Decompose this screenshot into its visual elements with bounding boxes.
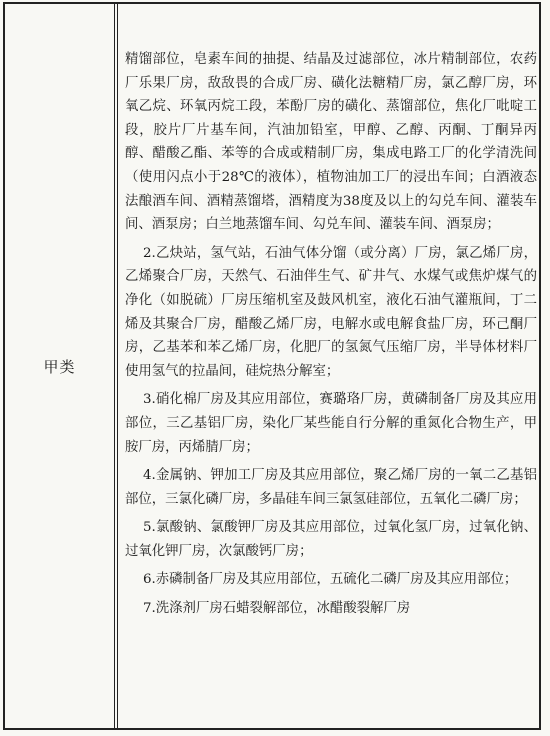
column-divider bbox=[114, 4, 115, 728]
category-cell bbox=[5, 4, 114, 728]
paragraph-1: 精馏部位，皂素车间的抽提、结晶及过滤部位，冰片精制部位，农药厂乐果厂房，敌敌畏的合成厂房、磺化法糖精厂房，氯乙醇厂房，环氧乙烷、环氧丙烷工段，苯酚厂房的磺化、蒸馏部位，焦化厂吡啶工段，胶片厂片基车间，汽油加铅室，甲醇、乙醇、丙酮、丁酮异丙醇、醋酸乙酯、苯等的合成或精制厂房，集成电路工厂的化学清洗间（使用闪点小于28℃的液体），植物油加工厂的浸出车间；白酒液态法酿酒车间、酒精蒸馏塔，酒精度为38度及以上的勾兑车间、灌装车间、酒泵房；白兰地蒸馏车间、勾兑车间、灌装车间、酒泵房； bbox=[125, 52, 537, 233]
paragraph-7: 7.洗涤剂厂房石蜡裂解部位，冰醋酸裂解厂房 bbox=[143, 601, 411, 617]
paragraph-2: 2.乙炔站，氢气站，石油气体分馏（或分离）厂房，氯乙烯厂房，乙烯聚合厂房，天然气、石油伴生气、矿井气、水煤气或焦炉煤气的净化（如脱硫）厂房压缩机室及鼓风机室，液化石油气灌瓶间，丁二烯及其聚合厂房，醋酸乙烯厂房，电解水或电解食盐厂房，环己酮厂房，乙基苯和苯乙烯厂房，化肥厂的氢氮气压缩厂房，半导体材料厂使用氢气的拉晶间，硅烷热分解室； bbox=[125, 245, 537, 379]
paragraph-4: 4.金属钠、钾加工厂房及其应用部位，聚乙烯厂房的一氧二乙基铝部位，三氯化磷厂房，多晶硅车间三氯氢硅部位，五氧化二磷厂房； bbox=[125, 468, 537, 507]
category-label: 甲类 bbox=[43, 357, 76, 376]
examples-cell bbox=[125, 48, 537, 626]
column-divider-inner bbox=[117, 4, 118, 728]
paragraph-6: 6.赤磷制备厂房及其应用部位，五硫化二磷厂房及其应用部位； bbox=[143, 572, 518, 588]
paragraph-3: 3.硝化棉厂房及其应用部位，赛璐珞厂房，黄磷制备厂房及其应用部位，三乙基铝厂房，染化厂某些能自行分解的重氮化合物生产，甲胺厂房，丙烯腈厂房； bbox=[125, 392, 537, 455]
paragraph-5: 5.氯酸钠、氯酸钾厂房及其应用部位，过氧化氢厂房，过氧化钠、过氧化钾厂房，次氯酸钙厂房； bbox=[125, 520, 537, 559]
classification-table bbox=[3, 2, 541, 730]
